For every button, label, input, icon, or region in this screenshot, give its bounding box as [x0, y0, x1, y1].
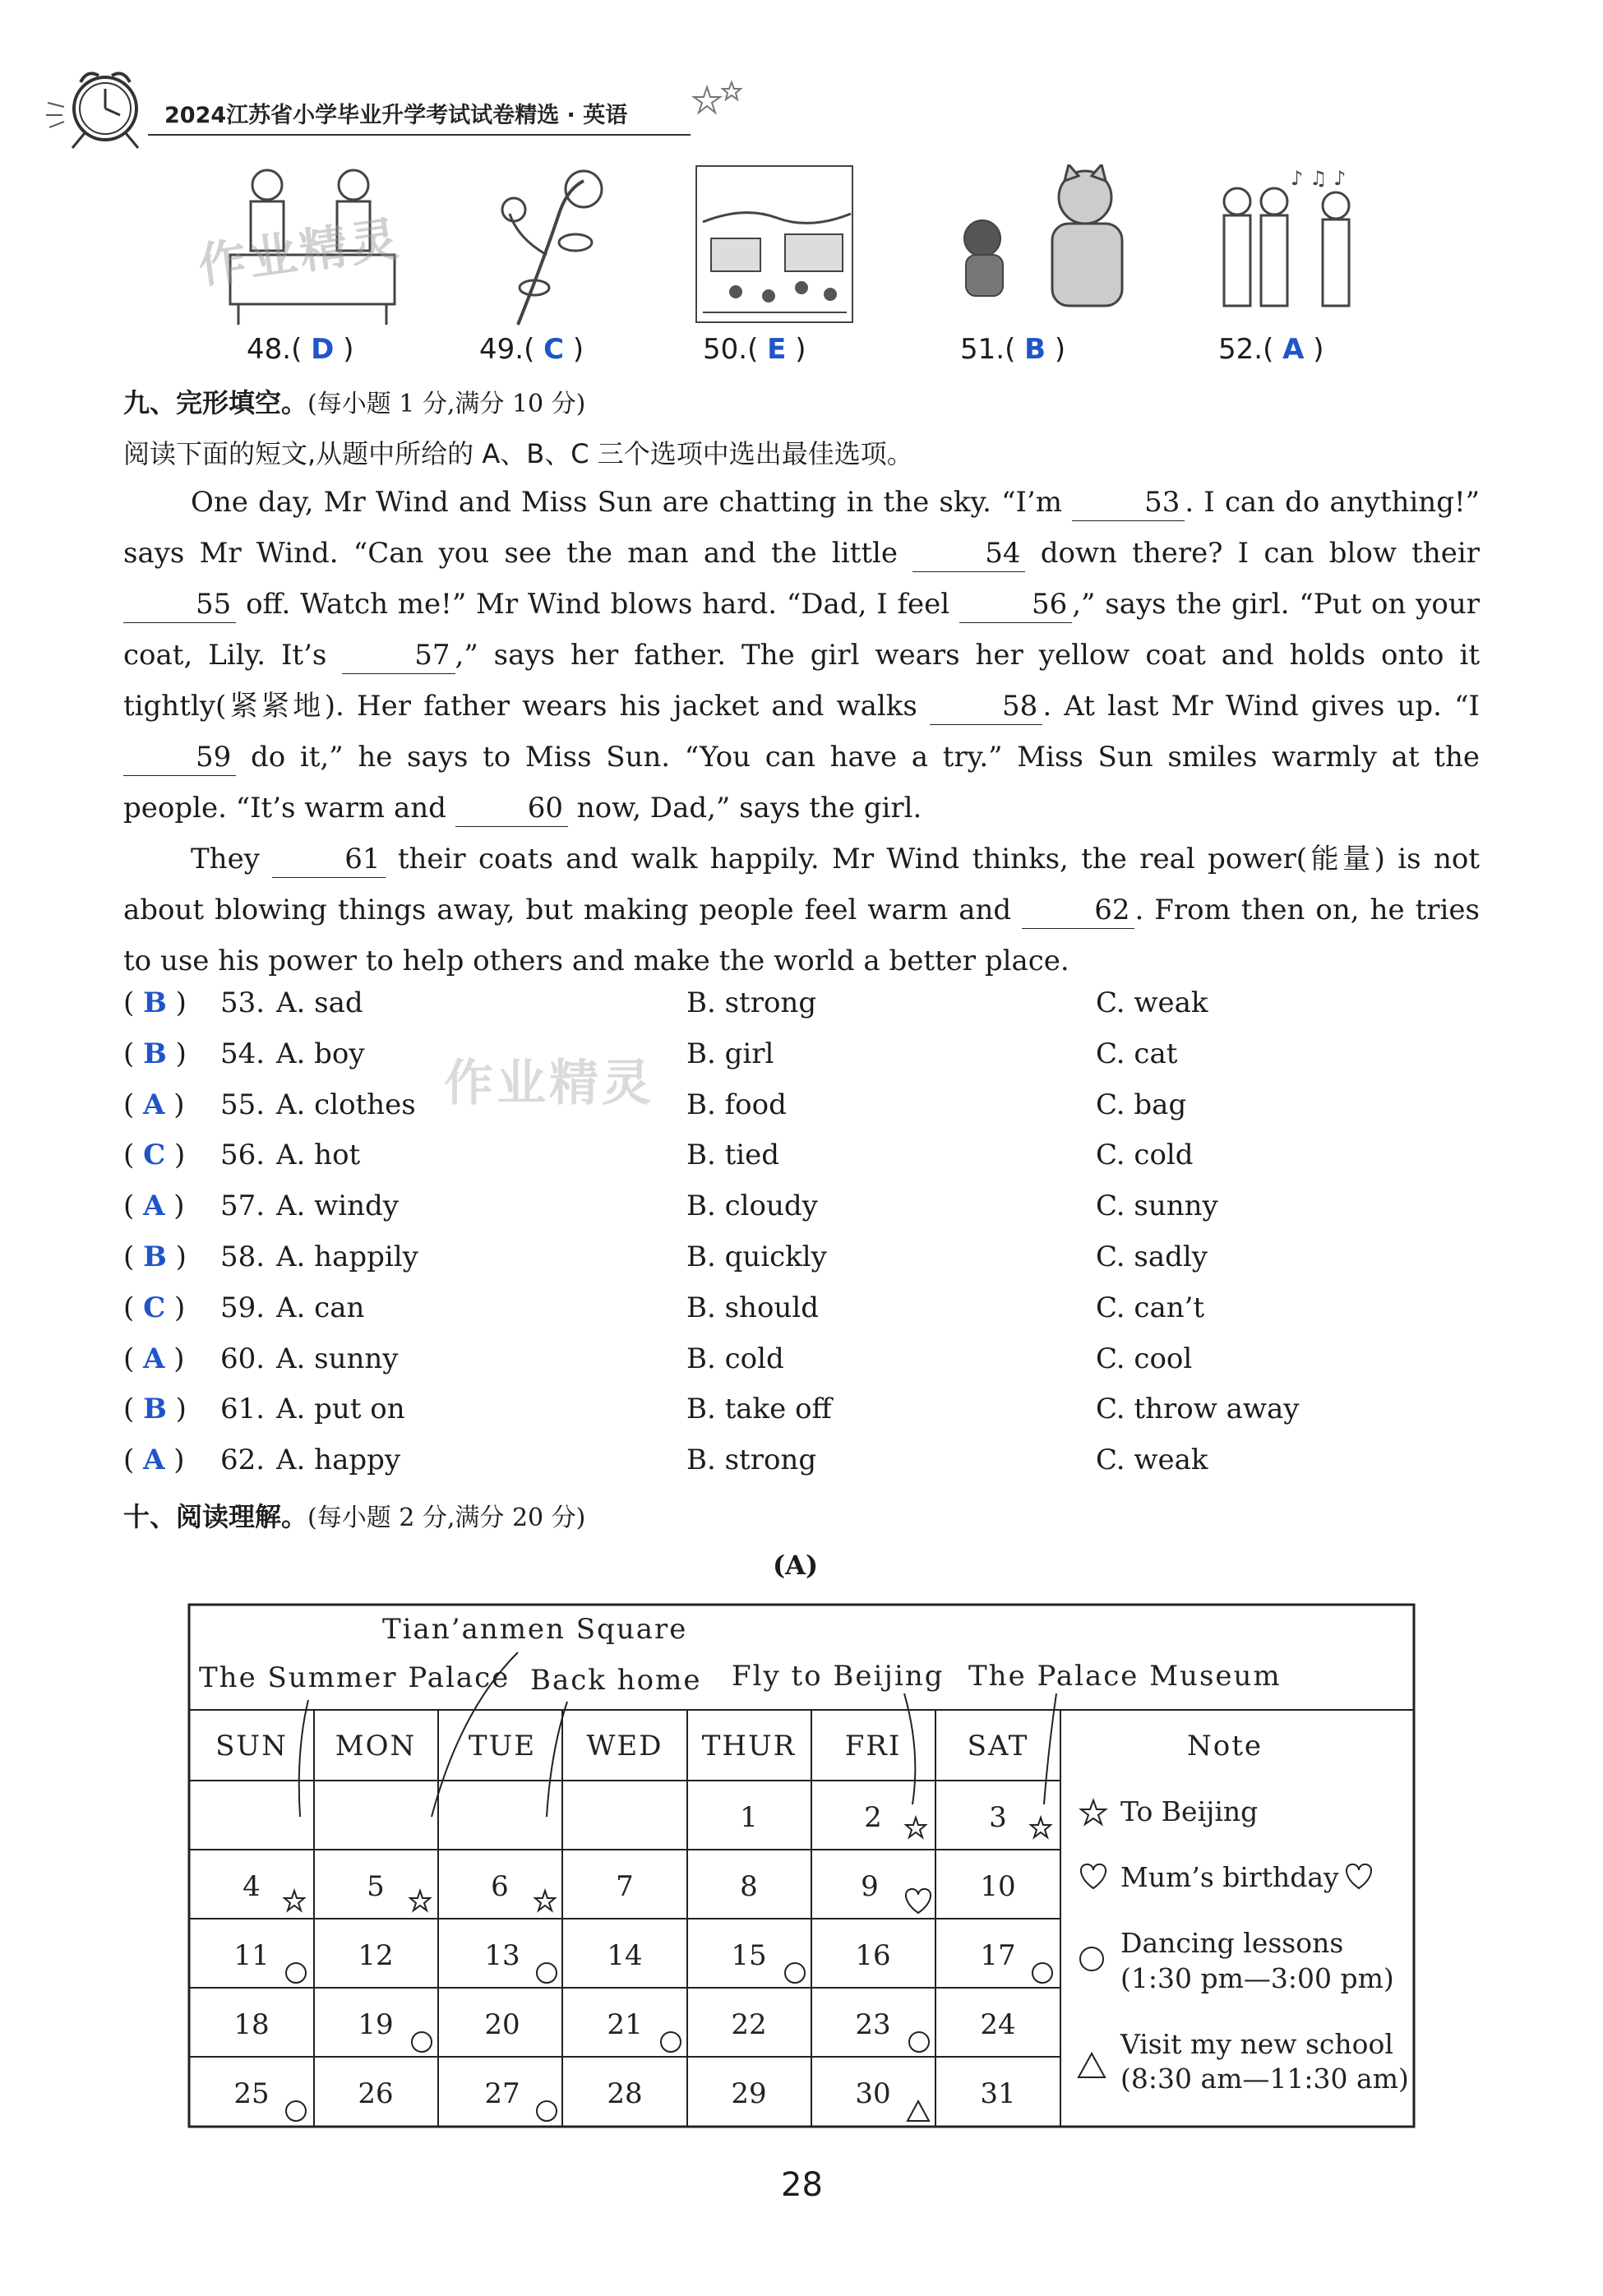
date-14: 14: [607, 1939, 643, 1972]
watermark-text: 作业精灵: [444, 1055, 654, 1112]
label-summer-palace: The Summer Palace: [199, 1661, 510, 1694]
weekday-sat: SAT: [967, 1730, 1029, 1762]
legend-star-icon: [1081, 1800, 1106, 1824]
label-fly-to-beijing: Fly to Beijing: [732, 1660, 945, 1693]
pointer-line-back-home: [547, 1702, 567, 1817]
date-7: 7: [616, 1870, 634, 1903]
blank-60: 60: [455, 790, 568, 827]
page-number: 28: [781, 2166, 823, 2204]
date-10: 10: [980, 1870, 1016, 1903]
star-icon: [284, 1891, 304, 1910]
date-9: 9: [861, 1870, 879, 1903]
date-17: 17: [980, 1939, 1016, 1972]
date-31: 31: [980, 2077, 1016, 2110]
section-10-subtitle: (A): [773, 1550, 819, 1581]
answer-52: 52.( A ): [1218, 333, 1324, 366]
label-back-home: Back home: [530, 1664, 702, 1697]
blank-61: 61: [272, 841, 385, 878]
date-1: 1: [740, 1801, 758, 1834]
circle-icon: [537, 1963, 557, 1983]
header-title: 2024江苏省小学毕业升学考试试卷精选 · 英语: [164, 103, 628, 128]
blank-55: 55: [123, 586, 236, 623]
date-6: 6: [491, 1870, 509, 1903]
svg-text:♪ ♫ ♪: ♪ ♫ ♪: [1291, 167, 1347, 190]
date-5: 5: [367, 1870, 385, 1903]
legend-heart-icon-2: [1347, 1864, 1371, 1888]
note-dancing-time: (1:30 pm—3:00 pm): [1120, 1962, 1394, 1994]
legend-triangle-icon: [1079, 2053, 1105, 2077]
note-visit-school: Visit my new school: [1120, 2028, 1393, 2060]
date-23: 23: [855, 2008, 891, 2041]
answer-51: 51.( B ): [960, 333, 1066, 366]
date-16: 16: [855, 1939, 891, 1972]
section-9-instruction: 阅读下面的短文,从题中所给的 A、B、C 三个选项中选出最佳选项。: [123, 438, 913, 469]
section-9-heading: 九、完形填空。(每小题 1 分,满分 10 分): [123, 387, 586, 418]
passage-paragraph-2: They 61 their coats and walk happily. Mr Wind thinks, the real power(能量) is not about blowing things away, but making people feel warm and 62 . From then on, he tries to use his power to help others and make the world a better place.: [123, 843, 1480, 977]
passage-paragraph-1: One day, Mr Wind and Miss Sun are chatting in the sky. “I’m 53 . I can do anything!” says Mr Wind. “Can you see the man and the little 54 down there? I can blow their 55 off. Watch me!” Mr Wind blows hard. “Dad, I feel 56 ,” says the girl. “Put on your coat, Lily. It’s 57 ,” says her father. The girl wears her yellow coat and holds onto it tightly(紧紧地). Her father wears his jacket and walks 58 . At last Mr Wind gives up. “I 59 do it,” he says to Miss Sun. “You can have a try.” Miss Sun smiles warmly at the people. “It’s warm and 60 now, Dad,” says the girl.: [123, 477, 1480, 834]
weekday-thur: THUR: [701, 1730, 797, 1762]
date-26: 26: [358, 2077, 394, 2110]
date-19: 19: [358, 2008, 394, 2041]
date-22: 22: [731, 2008, 767, 2041]
circle-icon: [286, 1963, 306, 1983]
date-15: 15: [731, 1939, 767, 1972]
date-11: 11: [233, 1939, 270, 1972]
legend-circle-icon: [1080, 1947, 1103, 1970]
date-13: 13: [484, 1939, 520, 1972]
date-29: 29: [731, 2077, 767, 2110]
label-tiananmen: Tian’anmen Square: [382, 1613, 688, 1646]
star-icon: [535, 1891, 555, 1910]
date-18: 18: [233, 2008, 270, 2041]
blank-54: 54: [912, 535, 1025, 572]
date-24: 24: [980, 2008, 1016, 2041]
note-dancing-lessons: Dancing lessons: [1120, 1927, 1344, 1959]
circle-icon: [537, 2101, 557, 2121]
note-to-beijing: To Beijing: [1120, 1795, 1259, 1827]
date-30: 30: [855, 2077, 891, 2110]
date-21: 21: [607, 2008, 643, 2041]
weekday-fri: FRI: [844, 1730, 902, 1762]
date-20: 20: [484, 2008, 520, 2041]
blank-62: 62: [1022, 892, 1134, 929]
weekday-sun: SUN: [215, 1730, 288, 1762]
note-visit-time: (8:30 am—11:30 am): [1120, 2063, 1409, 2095]
answer-49: 49.( C ): [479, 333, 584, 366]
date-27: 27: [484, 2077, 520, 2110]
weekday-tue: TUE: [468, 1730, 537, 1762]
star-icon: [1031, 1818, 1051, 1837]
date-28: 28: [607, 2077, 643, 2110]
legend-heart-icon: [1081, 1864, 1106, 1888]
blank-59: 59: [123, 739, 236, 776]
answer-48: 48.( D ): [247, 333, 354, 366]
date-3: 3: [989, 1801, 1007, 1834]
triangle-icon: [908, 2101, 929, 2121]
watermark-picture: 作业精灵: [195, 210, 405, 294]
weekday-mon: MON: [335, 1730, 417, 1762]
star-icon: [906, 1818, 926, 1837]
circle-icon: [1032, 1963, 1052, 1983]
star-icon: [410, 1891, 430, 1910]
circle-icon: [661, 2032, 681, 2052]
circle-icon: [286, 2101, 306, 2121]
blank-58: 58: [930, 688, 1042, 725]
circle-icon: [412, 2032, 432, 2052]
date-2: 2: [864, 1801, 882, 1834]
section-10-heading: 十、阅读理解。(每小题 2 分,满分 20 分): [123, 1501, 586, 1532]
blank-56: 56: [959, 586, 1072, 623]
pointer-line-summer-palace: [299, 1700, 308, 1817]
heart-icon: [906, 1889, 931, 1913]
blank-57: 57: [342, 637, 455, 674]
answer-50: 50.( E ): [703, 333, 806, 366]
date-4: 4: [243, 1870, 261, 1903]
date-12: 12: [358, 1939, 394, 1972]
circle-icon: [909, 2032, 929, 2052]
date-25: 25: [233, 2077, 270, 2110]
note-title: Note: [1186, 1730, 1263, 1762]
weekday-wed: WED: [586, 1730, 663, 1762]
circle-icon: [785, 1963, 805, 1983]
blank-53: 53: [1072, 484, 1185, 521]
label-palace-museum: The Palace Museum: [968, 1660, 1282, 1693]
date-8: 8: [740, 1870, 758, 1903]
note-mums-birthday: Mum’s birthday: [1120, 1861, 1339, 1893]
